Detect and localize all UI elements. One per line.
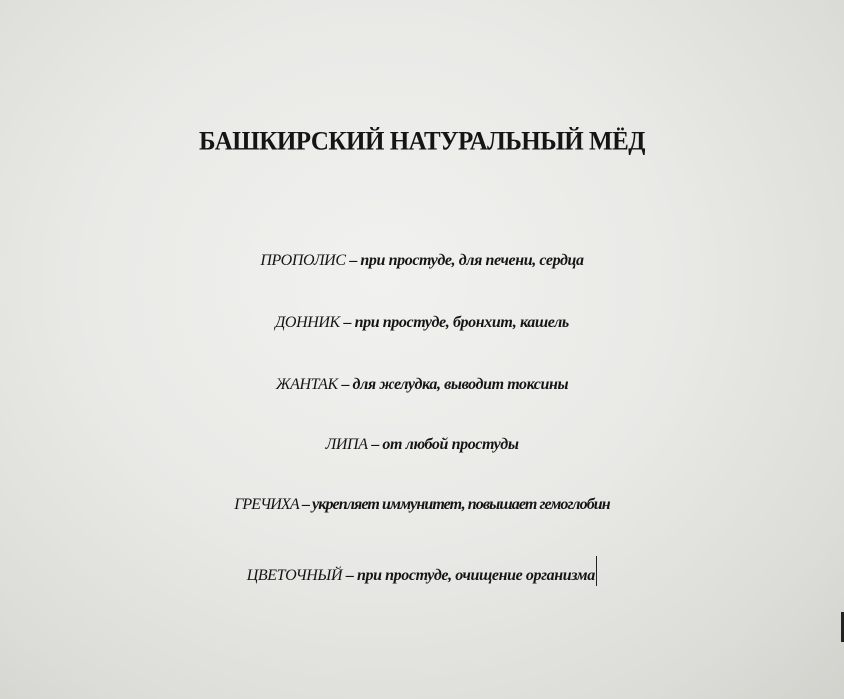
list-item-tsvetochny <box>0 556 844 586</box>
item-description: для желудка, выводит токсины <box>352 376 569 393</box>
item-description: укрепляет иммунитет, повышает гемоглобин <box>312 496 610 513</box>
list-item-lipa <box>0 436 844 454</box>
item-separator: – <box>345 567 354 584</box>
item-name: ЦВЕТОЧНЫЙ <box>246 567 343 584</box>
item-name: ЛИПА <box>325 436 368 453</box>
item-separator: – <box>371 436 379 453</box>
list-item-propolis <box>0 252 844 270</box>
item-name: ДОННИК <box>275 314 340 331</box>
item-description: при простуде, для печени, сердца <box>360 252 584 269</box>
item-name: ЖАНТАК <box>275 376 338 393</box>
item-separator: – <box>301 496 309 513</box>
list-item-zhantak <box>0 376 844 394</box>
text-cursor[interactable] <box>596 556 598 586</box>
item-description: при простуде, очищение организма <box>356 567 595 584</box>
item-name: ГРЕЧИХА <box>234 496 299 513</box>
list-item-donnik <box>0 314 844 332</box>
item-description: при простуде, бронхит, кашель <box>354 314 569 331</box>
item-description: от любой простуды <box>382 436 519 453</box>
item-separator: – <box>341 376 349 393</box>
item-name: ПРОПОЛИС <box>260 252 346 269</box>
item-separator: – <box>343 314 351 331</box>
document-title: БАШКИРСКИЙ НАТУРАЛЬНЫЙ МЁД <box>199 127 645 156</box>
item-separator: – <box>349 252 357 269</box>
list-item-grechikha <box>0 496 844 514</box>
